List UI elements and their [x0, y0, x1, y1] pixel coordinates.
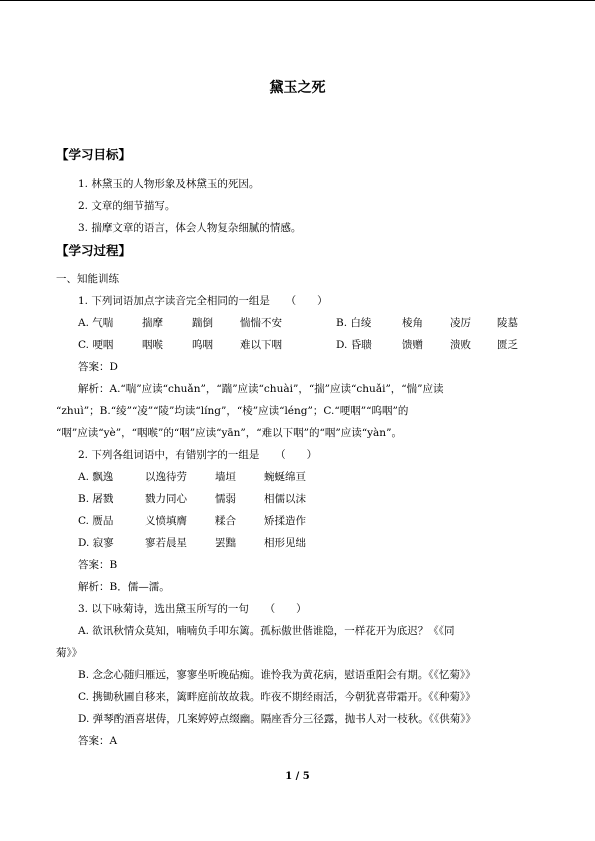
option-word: 矫揉造作 [264, 515, 306, 527]
option-word: 义愤填膺 [145, 515, 187, 527]
answer-text: 答案：D [78, 361, 118, 373]
section-heading-goals: 【学习目标】 [56, 147, 132, 162]
option-word: 懦弱 [215, 493, 236, 505]
option-word: A. 气喘 [78, 317, 114, 329]
option-word: 踹倒 [192, 317, 213, 329]
poem-option: B. 念念心随归雁远，寥寥坐听晚砧痴。谁怜我为黄花病，慰语重阳会有期。《《忆菊》》 [78, 669, 476, 681]
option-word: 相儒以沫 [264, 493, 306, 505]
option-word: 糅合 [215, 515, 236, 527]
answer-text: 答案：A [78, 735, 118, 747]
answer-text: 答案：B [78, 559, 118, 571]
poem-option: D. 弹琴酌酒喜堪俦，几案婷婷点缀幽。隔座香分三径露，抛书人对一枝秋。《《供菊》》 [78, 713, 476, 725]
option-word: 凌厉 [450, 317, 471, 329]
option-word: 惴惴不安 [240, 317, 282, 329]
option-word: 溃败 [450, 339, 471, 351]
option-word: A. 飘逸 [78, 471, 114, 483]
part-heading: 一、知能训练 [56, 273, 119, 285]
option-word: 馈赠 [402, 339, 423, 351]
page-number: 1 / 5 [285, 771, 310, 782]
analysis-text: 解析：A.“喘”应读“chuǎn”，“踹”应读“chuài”，“揣”应读“chuǎi”，“惴”应读 [78, 383, 444, 395]
goal-item: 1. 林黛玉的人物形象及林黛玉的死因。 [78, 178, 260, 190]
goal-item: 2. 文章的细节描写。 [78, 200, 176, 212]
page-title: 黛玉之死 [269, 80, 326, 96]
option-word: 揣摩 [142, 317, 163, 329]
poem-option: C. 携锄秋圃自移来，篱畔庭前故故栽。昨夜不期经雨活，今朝犹喜带霜开。《《种菊》》 [78, 691, 476, 703]
question-stem: 1. 下列词语加点字读音完全相同的一组是 （ ） [78, 295, 328, 307]
analysis-text: “zhuì”；B.“绫”“凌”“陵”均读“líng”，“棱”应读“léng”；C.“哽咽”“呜咽”的 [56, 405, 409, 417]
option-word: 以逸待劳 [145, 471, 187, 483]
poem-option: A. 欲讯秋情众莫知，喃喃负手叩东篱。孤标傲世偕谁隐，一样花开为底迟？《《同 [78, 625, 455, 637]
poem-option: 菊》》 [56, 647, 83, 659]
option-word: 匮乏 [497, 339, 518, 351]
option-word: 寥若晨星 [145, 537, 187, 549]
option-word: 墙垣 [215, 471, 236, 483]
question-stem: 3. 以下咏菊诗，选出黛玉所写的一句 （ ） [78, 603, 307, 615]
option-word: 陵墓 [497, 317, 518, 329]
option-word: B. 白绫 [336, 317, 372, 329]
option-word: 棱角 [402, 317, 423, 329]
question-stem: 2. 下列各组词语中，有错别字的一组是 （ ） [78, 449, 318, 461]
option-word: 相形见绌 [264, 537, 306, 549]
option-word: C. 赝品 [78, 515, 114, 527]
option-word: 呜咽 [192, 339, 213, 351]
option-word: 戮力同心 [145, 493, 187, 505]
option-word: 蜿蜒绵亘 [264, 471, 306, 483]
option-word: 罢黜 [215, 537, 236, 549]
goal-item: 3. 揣摩文章的语言，体会人物复杂细腻的情感。 [78, 222, 302, 234]
option-word: D. 寂寥 [78, 537, 114, 549]
analysis-text: “咽”应读“yè”，“咽喉”的“咽”应读“yān”，“难以下咽”的“咽”应读“yàn”。 [56, 427, 402, 439]
option-word: D. 昏聩 [336, 339, 372, 351]
analysis-text: 解析：B．儒—濡。 [78, 581, 170, 593]
option-word: C. 哽咽 [78, 339, 114, 351]
top-border-line [0, 0, 595, 1]
section-heading-process: 【学习过程】 [56, 243, 132, 258]
option-word: 咽喉 [142, 339, 163, 351]
option-word: 难以下咽 [240, 339, 282, 351]
option-word: B. 屠戮 [78, 493, 114, 505]
